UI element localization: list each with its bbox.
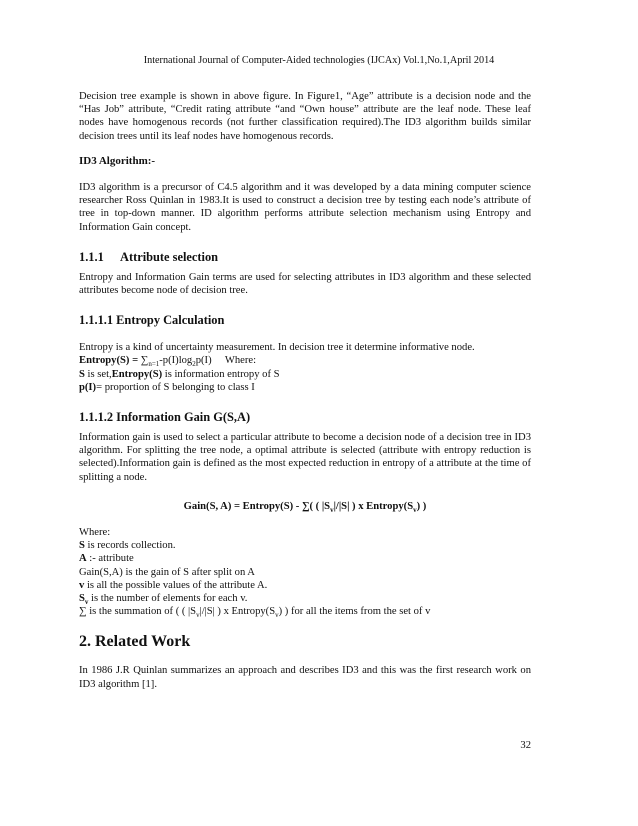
running-header: International Journal of Computer-Aided technologies (IJCAx) Vol.1,No.1,April 2014 (143, 55, 495, 66)
entropy-def-p (79, 381, 531, 394)
attribute-selection-paragraph: Entropy and Information Gain terms are used for selecting attributes in ID3 algorithm and these selected attributes become node of decision tree. (79, 271, 531, 297)
def-v (79, 579, 531, 592)
related-work-heading: 2. Related Work (79, 633, 191, 651)
intro-paragraph: Decision tree example is shown in above figure. In Figure1, “Age” attribute is a decision node and the “Has Job” attribute, “Credit rating attribute “and “Own house” attribute are the leaf node. These leaf nodes have homogenous records (not further classification required).The ID3 algorithm builds similar decision trees until its leaf nodes have homogenous records. (79, 91, 531, 142)
entropy-heading: 1.1.1.1 Entropy Calculation (79, 313, 225, 328)
information-gain-paragraph: Information gain is used to select a particular attribute to become a decision node of a decision tree in ID3 algorithm. For splitting the tree node, a optimal attribute is selected (attribute with entropy reduction is selected).Information gain is defined as the most expected reduction in entropy of a attribute at the time of splitting a node. (79, 432, 531, 483)
id3-heading: ID3 Algorithm:- (79, 154, 156, 167)
information-gain-heading: 1.1.1.2 Information Gain G(S,A) (79, 410, 251, 425)
log-base: 2 (192, 360, 196, 369)
def-label-p: p(I) (79, 381, 97, 393)
def-sv-text: is the number of elements for each v. (88, 593, 248, 605)
def-s-text: is records collection. (84, 540, 176, 552)
gain-formula-sub2: v (413, 505, 417, 514)
def-sum (79, 605, 531, 618)
entropy-where: Where: (224, 355, 257, 367)
entropy-intro: Entropy is a kind of uncertainty measurement. In decision tree it determine informative node. (79, 342, 475, 354)
id3-paragraph: ID3 algorithm is a precursor of C4.5 algorithm and it was developed by a data mining computer science researcher Ross Quinlan in 1983.It is used to construct a decision tree by testing each node’s attribute of tree in top-down manner. ID algorithm performs attribute selection mechanism using Entropy and Information Gain concept. (79, 182, 531, 233)
entropy-formula-end: p(I) (195, 355, 212, 367)
sum-symbol: ∑ (140, 355, 149, 367)
gain-formula-part-b: |/|S| ) x Entropy(S (333, 500, 414, 512)
def-sv-sub: v (84, 598, 89, 607)
section-number: 1.1.1 (79, 249, 104, 264)
section-title: Attribute selection (120, 249, 219, 264)
def-sv (79, 592, 531, 605)
def-sum-part-a: ∑ is the summation of ( ( |S (79, 606, 197, 618)
def-sum-part-c: ) ) for all the items from the set of v (278, 606, 431, 618)
def-v-label: v (79, 579, 85, 591)
def-s-label: S (79, 540, 85, 552)
def-a-text: :- attribute (86, 553, 134, 565)
def-a (79, 552, 531, 565)
def-v-text: is all the possible values of the attribute A. (84, 579, 268, 591)
def-text-s-a: is set, (84, 368, 112, 380)
page-number: 32 (520, 740, 531, 751)
def-sum-part-b: |/|S| ) x Entropy(S (199, 606, 276, 618)
def-text-p: = proportion of S belonging to class I (96, 381, 255, 393)
related-work-paragraph: In 1986 J.R Quinlan summarizes an approach and describes ID3 and this was the first research work on ID3 algorithm [1]. (79, 665, 531, 690)
def-s (79, 539, 531, 552)
attribute-selection-heading (79, 250, 531, 265)
entropy-formula-lhs: Entropy(S) = (79, 355, 141, 367)
gain-formula-sub1: v (330, 505, 334, 514)
gain-formula-part-a: Gain(S, A) = Entropy(S) - ∑( ( |S (183, 500, 331, 512)
gain-formula (79, 500, 531, 513)
def-sv-label: S (79, 593, 85, 605)
def-text-s-b: is information entropy of S (162, 368, 280, 380)
def-entropy-bold: Entropy(S) (111, 368, 163, 380)
entropy-formula-body: -p(I)log (159, 355, 193, 367)
def-gain: Gain(S,A) is the gain of S after split on A (79, 566, 255, 578)
gain-formula-part-c: ) ) (416, 500, 427, 512)
entropy-formula (79, 354, 531, 367)
def-sum-sub1: v (196, 611, 200, 620)
defs-where: Where: (79, 527, 111, 539)
sum-subscript: n=1 (148, 360, 160, 369)
entropy-def-s (79, 368, 531, 381)
main-content (79, 90, 531, 691)
def-a-label: A (79, 553, 87, 565)
def-label-s: S (79, 368, 85, 380)
def-sum-sub2: v (275, 611, 279, 620)
